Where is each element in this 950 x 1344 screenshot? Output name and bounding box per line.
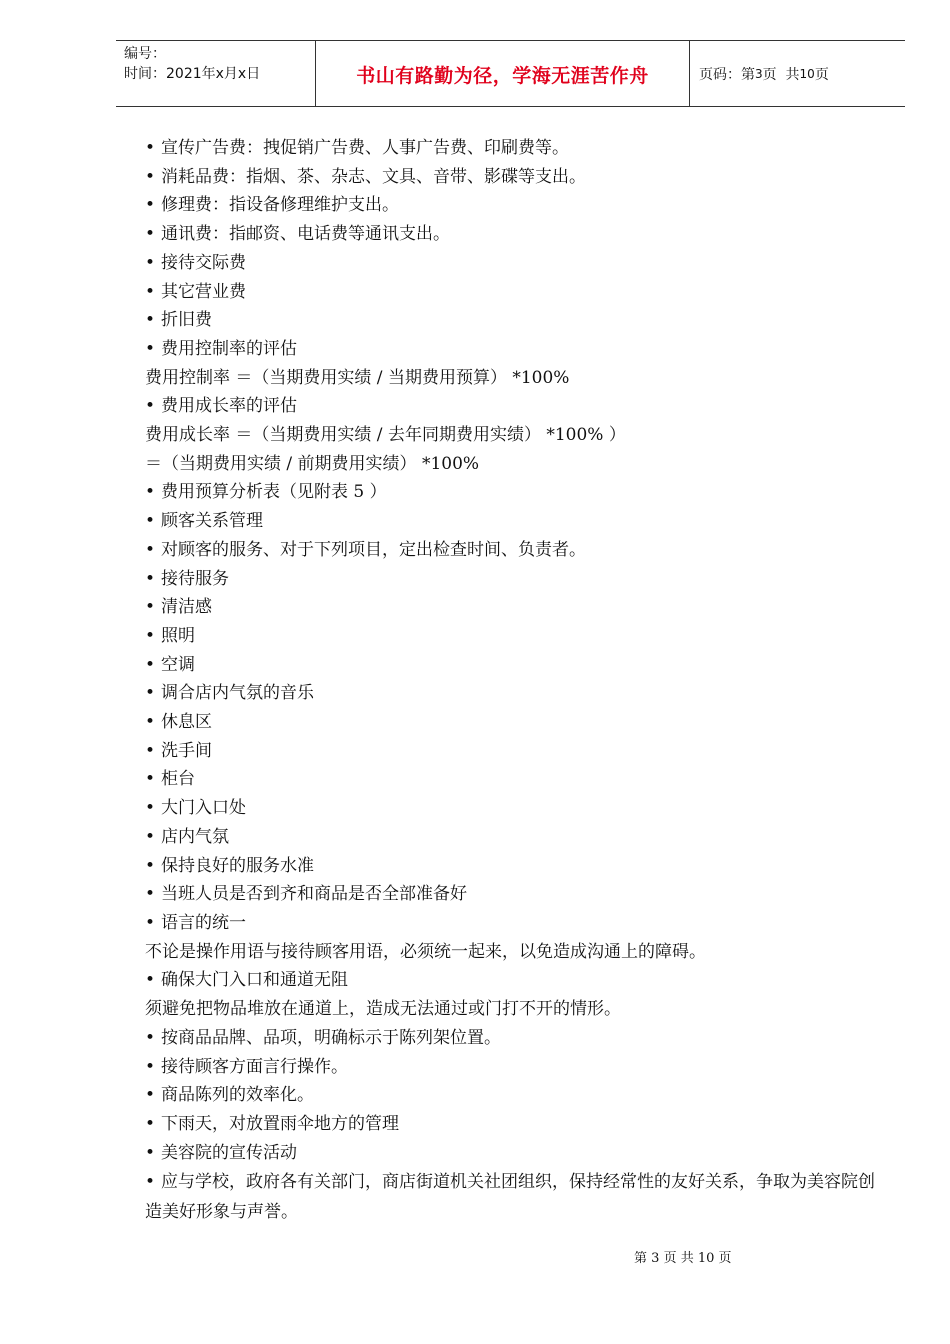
text-line: [145, 421, 875, 450]
line-text: 店内气氛: [161, 826, 229, 847]
line-text: 下雨天，对放置雨伞地方的管理: [161, 1113, 399, 1134]
line-text: 空调: [161, 654, 195, 675]
bullet-marker: •: [145, 166, 156, 187]
bullet-item: [145, 163, 875, 192]
header-page-current: 3: [755, 67, 763, 81]
bullet-item: [145, 909, 875, 938]
header-meta: [124, 44, 260, 84]
bullet-marker: •: [145, 224, 156, 245]
bullet-marker: •: [145, 338, 156, 359]
bullet-item: [145, 823, 875, 852]
header-page-prefix: 页码：第: [699, 67, 755, 83]
line-text: 应与学校，政府各有关部门，商店街道机关社团组织，保持经常性的友好关系，争取为美容院创造美好形象与声誉。: [145, 1172, 875, 1223]
bullet-item: [145, 306, 875, 335]
line-text: 不论是操作用语与接待顾客用语，必须统一起来，以免造成沟通上的障碍。: [145, 941, 706, 962]
bullet-marker: •: [145, 769, 156, 790]
bullet-item: [145, 679, 875, 708]
line-text: 须避免把物品堆放在通道上，造成无法通过或门打不开的情形。: [145, 999, 621, 1020]
line-text: 费用预算分析表（见附表 5 ）: [161, 482, 387, 503]
header-divider-right: [689, 41, 690, 107]
bullet-marker: •: [145, 539, 156, 560]
bullet-item: [145, 134, 875, 163]
line-text: 费用控制率 ＝（当期费用实绩 / 当期费用预算） *100%: [145, 367, 570, 388]
bullet-marker: •: [145, 912, 156, 933]
bullet-item: [145, 1110, 875, 1139]
bullet-marker: •: [145, 683, 156, 704]
bullet-marker: •: [145, 884, 156, 905]
line-text: 洗手间: [161, 740, 212, 761]
bullet-marker: •: [145, 1142, 156, 1163]
bullet-item: [145, 765, 875, 794]
document-body: [145, 134, 875, 1227]
line-text: 其它营业费: [161, 281, 246, 302]
line-text: 当班人员是否到齐和商品是否全部准备好: [161, 884, 467, 905]
line-text: ＝（当期费用实绩 / 前期费用实绩） *100%: [145, 453, 480, 474]
bullet-marker: •: [145, 281, 156, 302]
bullet-item: [145, 794, 875, 823]
bullet-item: [145, 880, 875, 909]
line-text: 休息区: [161, 712, 212, 733]
page-footer: [634, 1247, 732, 1266]
line-text: 对顾客的服务、对于下列项目，定出检查时间、负责者。: [161, 539, 586, 560]
line-text: 大门入口处: [161, 798, 246, 819]
bullet-item: [145, 478, 875, 507]
time-label: 时间：2021年x月x日: [124, 66, 261, 82]
footer-suffix: 页: [718, 1251, 732, 1266]
bullet-marker: •: [145, 654, 156, 675]
bullet-marker: •: [145, 855, 156, 876]
serial-label: 编号：: [124, 46, 166, 62]
bullet-item: [145, 1053, 875, 1082]
bullet-marker: •: [145, 1085, 156, 1106]
line-text: 调合店内气氛的音乐: [161, 683, 314, 704]
bullet-item: [145, 651, 875, 680]
bullet-marker: •: [145, 568, 156, 589]
bullet-item: [145, 335, 875, 364]
line-text: 接待顾客方面言行操作。: [161, 1056, 348, 1077]
bullet-marker: •: [145, 1113, 156, 1134]
bullet-item: [145, 536, 875, 565]
bullet-item: [145, 852, 875, 881]
line-text: 通讯费：指邮资、电话费等通讯支出。: [161, 224, 450, 245]
line-text: 清洁感: [161, 597, 212, 618]
bullet-item: [145, 1081, 875, 1110]
bullet-marker: •: [145, 138, 156, 158]
line-text: 宣传广告费：拽促销广告费、人事广告费、印刷费等。: [161, 138, 569, 158]
bullet-item: [145, 191, 875, 220]
header-page-indicator: [699, 41, 829, 107]
text-line: [145, 995, 875, 1024]
footer-prefix: 第: [634, 1251, 648, 1266]
line-text: 顾客关系管理: [161, 511, 263, 532]
bullet-marker: •: [145, 1172, 156, 1193]
header-page-total: 10: [799, 67, 815, 81]
page-header: [116, 40, 905, 107]
line-text: 确保大门入口和通道无阻: [161, 970, 348, 991]
bullet-item: [145, 622, 875, 651]
line-text: 费用控制率的评估: [161, 338, 297, 359]
bullet-marker: •: [145, 1027, 156, 1048]
bullet-marker: •: [145, 396, 156, 417]
line-text: 美容院的宣传活动: [161, 1142, 297, 1163]
bullet-item: [145, 249, 875, 278]
bullet-marker: •: [145, 740, 156, 761]
line-text: 按商品品牌、品项，明确标示于陈列架位置。: [161, 1027, 501, 1048]
line-text: 照明: [161, 625, 195, 646]
footer-current: 3: [651, 1251, 660, 1266]
bullet-marker: •: [145, 625, 156, 646]
header-motto: 书山有路勤为径，学海无涯苦作舟: [356, 64, 649, 87]
bullet-item: [145, 507, 875, 536]
bullet-marker: •: [145, 826, 156, 847]
header-page-mid: 页 共: [762, 67, 800, 83]
line-text: 语言的统一: [161, 912, 246, 933]
bullet-item: [145, 1167, 875, 1227]
bullet-item: [145, 593, 875, 622]
bullet-item: [145, 1139, 875, 1168]
line-text: 接待交际费: [161, 252, 246, 273]
bullet-item: [145, 220, 875, 249]
bullet-item: [145, 966, 875, 995]
bullet-item: [145, 737, 875, 766]
bullet-marker: •: [145, 712, 156, 733]
bullet-marker: •: [145, 511, 156, 532]
bullet-marker: •: [145, 1056, 156, 1077]
bullet-item: [145, 1024, 875, 1053]
bullet-marker: •: [145, 798, 156, 819]
line-text: 接待服务: [161, 568, 229, 589]
line-text: 修理费：指设备修理维护支出。: [161, 195, 399, 216]
footer-mid: 页 共: [663, 1251, 694, 1266]
bullet-marker: •: [145, 252, 156, 273]
bullet-marker: •: [145, 310, 156, 331]
bullet-marker: •: [145, 482, 156, 503]
bullet-item: [145, 392, 875, 421]
line-text: 折旧费: [161, 310, 212, 331]
bullet-marker: •: [145, 195, 156, 216]
line-text: 费用成长率 ＝（当期费用实绩 / 去年同期费用实绩） *100% ）: [145, 425, 626, 446]
line-text: 柜台: [161, 769, 195, 790]
text-line: [145, 938, 875, 967]
bullet-marker: •: [145, 970, 156, 991]
line-text: 商品陈列的效率化。: [161, 1085, 314, 1106]
line-text: 保持良好的服务水准: [161, 855, 314, 876]
line-text: 费用成长率的评估: [161, 396, 297, 417]
text-line: [145, 364, 875, 393]
bullet-item: [145, 565, 875, 594]
bullet-item: [145, 708, 875, 737]
line-text: 消耗品费：指烟、茶、杂志、文具、音带、影碟等支出。: [161, 166, 586, 187]
header-page-suffix: 页: [814, 67, 829, 83]
bullet-item: [145, 278, 875, 307]
footer-total: 10: [697, 1251, 715, 1266]
text-line: [145, 450, 875, 479]
bullet-marker: •: [145, 597, 156, 618]
